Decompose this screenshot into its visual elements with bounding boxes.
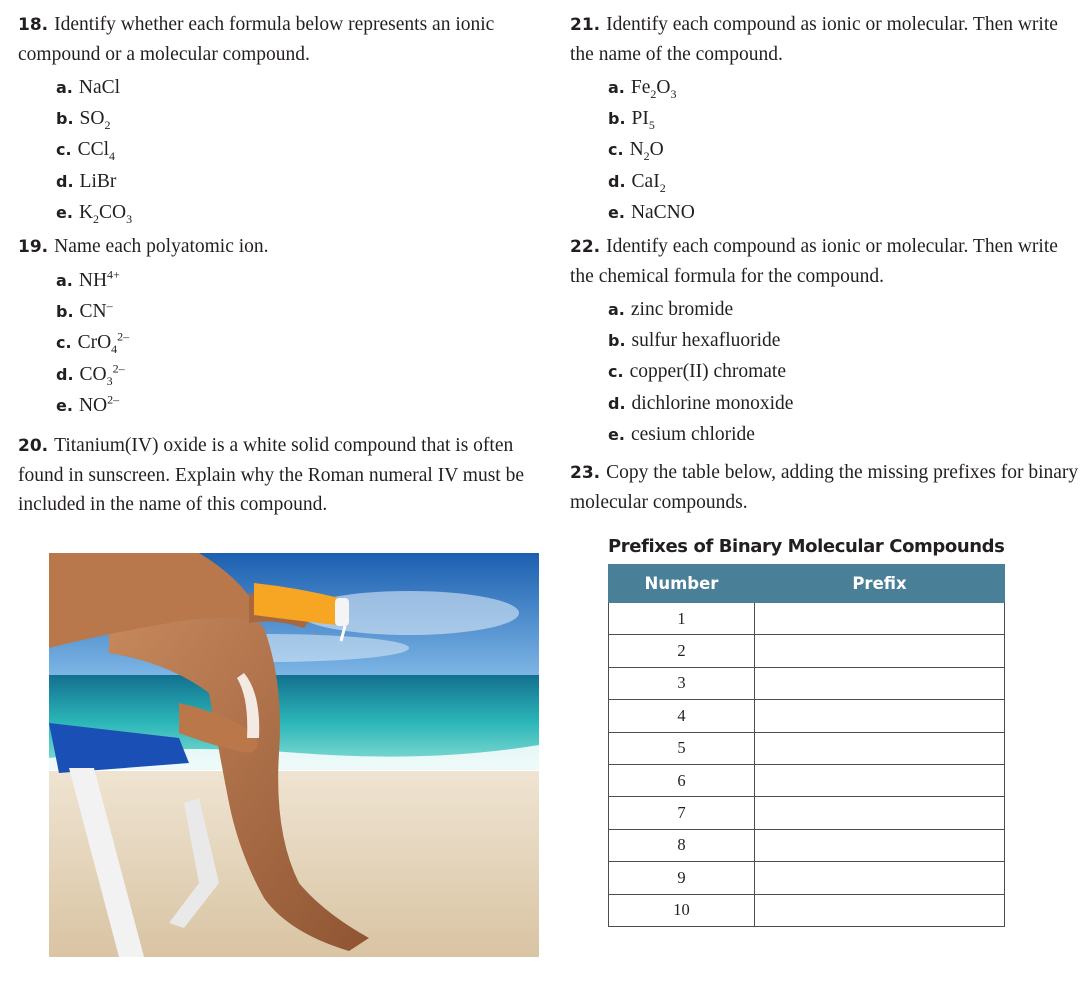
- table-row: [609, 764, 1005, 796]
- number-cell: 6: [609, 764, 755, 796]
- q21-item-list: [570, 72, 1080, 228]
- question-23: [570, 458, 1080, 517]
- left-column: [18, 10, 538, 519]
- table-header-row: [609, 565, 1005, 603]
- list-item: e. $K_2CO_3$: [56, 201, 133, 226]
- prefix-table: [608, 564, 1005, 927]
- question-text: Identify whether each formula below represents an ionic compound or a molecular compound.: [18, 14, 495, 65]
- list-item: b. $PI_5$: [608, 108, 655, 133]
- table-row: [609, 829, 1005, 861]
- list-item: e. cesium chloride: [608, 423, 755, 445]
- right-column: [570, 10, 1080, 517]
- table-row: [609, 894, 1005, 926]
- prefix-cell: [755, 732, 1005, 764]
- list-item: a. $Fe_2O_3$: [608, 77, 677, 101]
- question-number: 19.: [18, 237, 49, 258]
- question-20: [18, 431, 538, 519]
- prefix-cell: [755, 700, 1005, 732]
- list-item: d. dichlorine monoxide: [608, 392, 794, 414]
- prefix-cell: [755, 764, 1005, 796]
- number-cell: 3: [609, 667, 755, 699]
- number-cell: 8: [609, 829, 755, 861]
- q22-item-list: [570, 294, 1080, 450]
- prefix-cell: [755, 603, 1005, 635]
- prefix-cell: [755, 829, 1005, 861]
- beach-illustration: [49, 553, 539, 957]
- question-18: [18, 10, 538, 69]
- list-item: b. $SO_2$: [56, 108, 111, 133]
- q19-item-list: [18, 265, 538, 421]
- prefix-cell: [755, 797, 1005, 829]
- number-cell: 7: [609, 797, 755, 829]
- table-row: [609, 862, 1005, 894]
- list-item: c. CCl$_4$: [56, 139, 115, 164]
- number-cell: 10: [609, 894, 755, 926]
- number-cell: 4: [609, 700, 755, 732]
- question-number: 23.: [570, 463, 601, 484]
- q18-item-list: [18, 72, 538, 228]
- question-text: Titanium(IV) oxide is a white solid compound that is often found in sunscreen. Explain why the Roman numeral IV must be included in the name of this compound.: [18, 435, 525, 516]
- prefix-cell: [755, 635, 1005, 667]
- number-cell: 9: [609, 862, 755, 894]
- list-item: c. $N_2O$: [608, 139, 664, 164]
- number-cell: 2: [609, 635, 755, 667]
- question-text: Name each polyatomic ion.: [54, 236, 269, 258]
- sunscreen-photo: [49, 553, 539, 957]
- list-item: c. copper(II) chromate: [608, 361, 787, 383]
- prefix-cell: [755, 862, 1005, 894]
- header-number: Number: [609, 565, 755, 603]
- number-cell: 5: [609, 732, 755, 764]
- question-text: Copy the table below, adding the missing prefixes for binary molecular compounds.: [570, 462, 1079, 514]
- list-item: d. CaI$_2$: [608, 170, 666, 195]
- list-item: a. NaCl: [56, 77, 121, 98]
- number-cell: 1: [609, 603, 755, 635]
- prefix-cell: [755, 667, 1005, 699]
- question-number: 21.: [570, 15, 601, 35]
- list-item: d. $CO_3^{2-}$: [56, 361, 125, 388]
- list-item: d. LiBr: [56, 170, 117, 192]
- question-22: [570, 232, 1080, 291]
- question-number: 20.: [18, 436, 49, 457]
- question-text: Identify each compound as ionic or molecular. Then write the chemical formula for the compound.: [570, 236, 1058, 288]
- question-21: [570, 10, 1080, 69]
- list-item: c. CrO$_4^{2-}$: [56, 329, 130, 357]
- table-row: [609, 603, 1005, 635]
- question-number: 18.: [18, 15, 49, 35]
- list-item: a. $NH^{4+}$: [56, 267, 120, 292]
- list-item: b. CN–: [56, 298, 113, 323]
- prefix-cell: [755, 894, 1005, 926]
- question-text: Identify each compound as ionic or molecular. Then write the name of the compound.: [570, 14, 1058, 65]
- list-item: b. sulfur hexafluoride: [608, 330, 781, 352]
- list-item: e. NaCNO: [608, 201, 695, 223]
- table-row: [609, 667, 1005, 699]
- table-row: [609, 635, 1005, 667]
- question-number: 22.: [570, 237, 601, 258]
- table-title: Prefixes of Binary Molecular Compounds: [608, 536, 1005, 557]
- table-row: [609, 732, 1005, 764]
- question-19: [18, 232, 538, 262]
- table-row: [609, 797, 1005, 829]
- list-item: e. $NO^{2-}$: [56, 392, 120, 416]
- header-prefix: Prefix: [755, 565, 1005, 603]
- list-item: a. zinc bromide: [608, 299, 734, 321]
- table-row: [609, 700, 1005, 732]
